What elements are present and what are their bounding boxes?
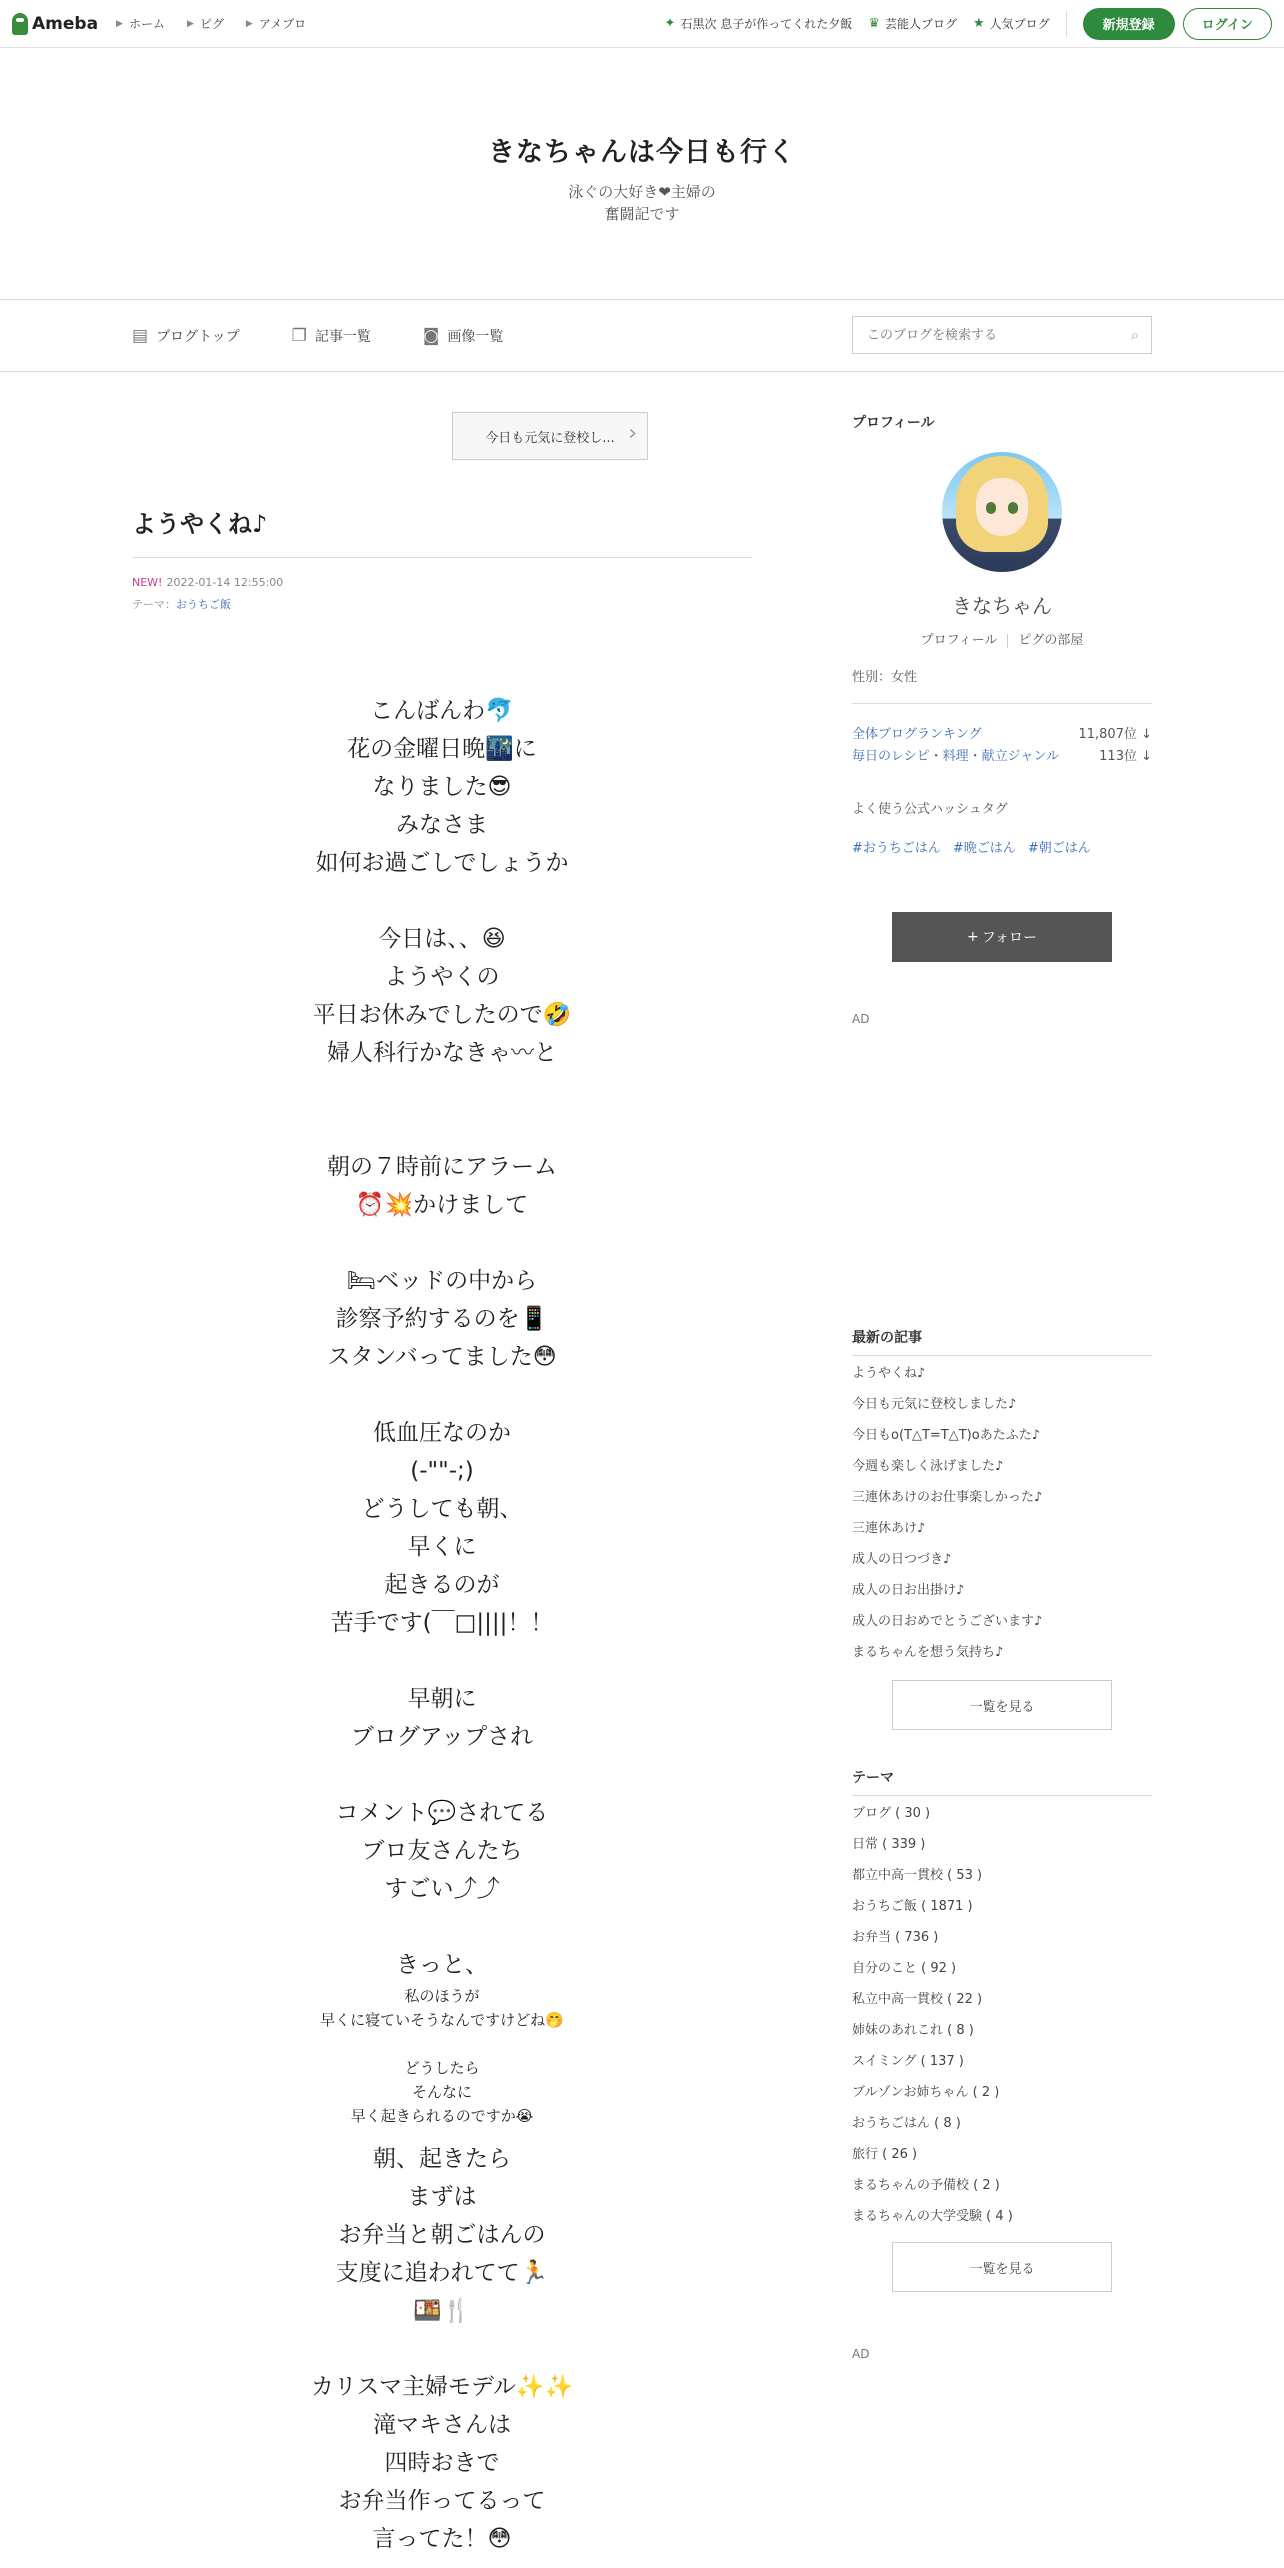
follow-label: フォロー	[981, 930, 1038, 946]
avatar-eye	[1008, 502, 1018, 514]
entry-text-line: 診察予約するのを📱	[335, 1306, 549, 1332]
entry-text-line: 四時おきで	[384, 2450, 500, 2476]
latest-entry-link[interactable]: 三連休あけのお仕事楽しかった♪	[852, 1490, 1043, 1505]
entry-text-line: (-""-;)	[410, 1458, 474, 1484]
new-badge: NEW!	[132, 576, 163, 589]
entry-list-link[interactable]	[292, 326, 371, 346]
spacer	[132, 1072, 752, 1110]
avatar[interactable]	[942, 452, 1062, 572]
latest-entry-link[interactable]: 成人の日つづき♪	[852, 1552, 952, 1567]
hashtag-heading: よく使う公式ハッシュタグ	[852, 802, 1008, 817]
spacer	[132, 1224, 752, 1262]
entry-text-line: 朝の７時前にアラーム	[327, 1154, 557, 1180]
spacer	[132, 1756, 752, 1794]
blog-search	[852, 316, 1152, 354]
divider	[852, 1355, 1152, 1356]
prev-entry-label: 今日も元気に登校し...	[485, 430, 615, 446]
ranking-row[interactable]	[852, 724, 1152, 746]
theme-heading: テーマ	[852, 1770, 894, 1786]
entry-text-line: 早く起きられるのですか😭	[350, 2107, 534, 2125]
latest-entry-link[interactable]: 成人の日おめでとうございます♪	[852, 1614, 1043, 1629]
entry-text-line: 起きるのが	[384, 1572, 500, 1598]
entry-body	[132, 692, 752, 2558]
blog-title[interactable]: きなちゃんは今日も行く	[488, 137, 796, 168]
hashtag-list	[852, 837, 1152, 856]
theme-link[interactable]: お弁当 ( 736 )	[852, 1930, 939, 1945]
entry-date: 2022-01-14 12:55:00	[166, 576, 284, 589]
theme-link[interactable]: おうちご飯 ( 1871 )	[852, 1899, 973, 1914]
theme-link[interactable]: 姉妹のあれこれ ( 8 )	[852, 2023, 974, 2038]
latest-entry-link[interactable]: 成人の日お出掛け♪	[852, 1583, 965, 1598]
document-icon: ▤	[132, 325, 149, 346]
theme-prefix: テーマ：	[132, 598, 176, 611]
entry-text-line: 早くに寝ていそうなんですけどね🤭	[320, 2011, 564, 2029]
chevron-right-icon: ▶	[245, 18, 253, 29]
ranking-label: 全体ブログランキング	[852, 727, 982, 742]
latest-list	[852, 1358, 1152, 1668]
spacer	[132, 1908, 752, 1946]
theme-link[interactable]: おうちごはん ( 8 )	[852, 2116, 961, 2131]
hashtag-link[interactable]: #朝ごはん	[1027, 841, 1091, 856]
entry-text-line: ⏰💥かけまして	[355, 1192, 529, 1218]
latest-entries-section	[852, 1327, 1152, 1730]
spacer	[132, 1376, 752, 1414]
profile-section	[852, 412, 1152, 856]
camera-icon: ◙	[422, 325, 440, 346]
latest-entry-link[interactable]: 今日も元気に登校しました♪	[852, 1397, 1017, 1412]
entry-text-line: 平日お休みでしたので🤣	[312, 1002, 572, 1028]
theme-link[interactable]: ブルゾンお姉ちゃん ( 2 )	[852, 2085, 1000, 2100]
entry-text-line: 滝マキさんは	[373, 2412, 511, 2438]
chevron-right-icon: ›	[628, 421, 637, 446]
entry-text-line: 私のほうが	[404, 1987, 480, 2005]
profile-link[interactable]: プロフィール	[920, 633, 998, 648]
image-list-label: 画像一覧	[447, 328, 504, 345]
theme-link[interactable]: 旅行 ( 26 )	[852, 2147, 918, 2162]
entry-text-line: お弁当と朝ごはんの	[338, 2222, 546, 2248]
logo-text: Ameba	[32, 13, 99, 34]
nav-ameblo[interactable]	[246, 15, 306, 32]
ad-label: AD	[852, 1012, 870, 1026]
chevron-right-icon: ▶	[186, 18, 194, 29]
entry-text-line: コメント💬されてる	[335, 1800, 549, 1826]
entry-text-line: きっと、	[396, 1952, 488, 1978]
avatar-eye	[986, 502, 996, 514]
blog-description-line: 泳ぐの大好き❤︎主婦の	[568, 183, 716, 201]
spacer	[132, 1110, 752, 1148]
trending-topic-link[interactable]	[665, 15, 853, 32]
header-right	[665, 8, 1272, 40]
hashtag-link[interactable]: #おうちごはん	[852, 841, 941, 856]
register-button[interactable]: 新規登録	[1083, 8, 1175, 40]
entry-meta	[132, 572, 283, 616]
theme-link[interactable]: 日常 ( 339 )	[852, 1837, 926, 1852]
latest-entry-link[interactable]: 今日もo(T△T=T△T)oあたふた♪	[852, 1428, 1040, 1443]
theme-link[interactable]: ブログ ( 30 )	[852, 1806, 931, 1821]
pigg-room-link[interactable]: ピグの部屋	[1018, 633, 1084, 648]
entry-text-line: どうしても朝、	[361, 1496, 523, 1522]
entry-text-line: どうしたら	[404, 2059, 480, 2077]
blog-description-line: 奮闘記です	[604, 205, 680, 223]
popular-blog-label: 人気ブログ	[989, 17, 1050, 31]
entry-text-line: なりました😎	[372, 774, 512, 800]
search-input[interactable]	[865, 327, 1131, 344]
divider	[1066, 11, 1067, 37]
entry-list-label: 記事一覧	[314, 328, 371, 345]
divider	[852, 1795, 1152, 1796]
entry-text-line: 🛏ベッドの中から	[346, 1268, 538, 1294]
ranking-list	[852, 724, 1152, 768]
entry-text-line: カリスマ主婦モデル✨✨	[310, 2374, 574, 2400]
chevron-right-icon: ▶	[116, 18, 123, 29]
crown-icon: ♛	[868, 16, 880, 31]
theme-link[interactable]: まるちゃんの大学受験 ( 4 )	[852, 2209, 1013, 2224]
entry-theme-link[interactable]: おうちご飯	[176, 598, 231, 611]
ad-label: AD	[852, 2347, 870, 2361]
ameba-logo-icon	[12, 13, 28, 35]
blog-nav	[0, 300, 1284, 372]
spacer	[132, 2032, 752, 2056]
theme-link[interactable]: スイミング ( 137 )	[852, 2054, 964, 2069]
latest-entry-link[interactable]: 三連休あけ♪	[852, 1521, 926, 1536]
entry-text-line: ブログアップされ	[350, 1724, 534, 1750]
entry-text-line: ブロ友さんたち	[361, 1838, 523, 1864]
nav-home-label: ホーム	[128, 17, 165, 31]
sparkle-icon: ✦	[664, 16, 676, 31]
ranking-row[interactable]	[852, 746, 1152, 768]
spacer	[132, 2330, 752, 2368]
login-button[interactable]: ログイン	[1183, 8, 1272, 40]
copy-icon: ❐	[291, 325, 307, 346]
profile-heading: プロフィール	[852, 415, 935, 431]
entry-text-line: 低血圧なのか	[373, 1420, 511, 1446]
latest-entry-link[interactable]: まるちゃんを想う気持ち♪	[852, 1645, 1004, 1660]
entry-text-line: みなさま	[396, 812, 488, 838]
prev-entry-button[interactable]	[452, 412, 648, 460]
global-header	[0, 0, 1284, 48]
entry-text-line: 支度に追われてて🏃	[335, 2260, 549, 2286]
theme-link[interactable]: 自分のこと ( 92 )	[852, 1961, 957, 1976]
entry-title: ようやくね♪	[132, 504, 752, 558]
entry-text-line: こんばんわ🐬	[370, 698, 514, 724]
divider	[852, 703, 1152, 704]
blog-top-link[interactable]	[132, 326, 240, 346]
theme-more-button[interactable]: 一覧を見る	[892, 2242, 1112, 2292]
entry-text-line: 苦手です(￣□||||！！	[330, 1610, 554, 1636]
follow-button[interactable]	[892, 912, 1112, 962]
nav-home[interactable]	[116, 15, 165, 32]
profile-name: きなちゃん	[952, 594, 1052, 618]
entry-text-line: お弁当作ってるって	[338, 2488, 546, 2514]
spacer	[132, 2128, 752, 2140]
entry-text-line: 朝、起きたら	[373, 2146, 511, 2172]
ranking-value: 113位 ↓	[1099, 749, 1152, 764]
entry-text-line: 🍱🍴	[413, 2298, 471, 2324]
nav-pigg-label: ピグ	[199, 17, 224, 31]
entry-text-line: 花の金曜日晩🌃に	[347, 736, 537, 762]
theme-section	[852, 1767, 1152, 2292]
latest-entry-link[interactable]: ようやくね♪	[852, 1366, 926, 1381]
celebrity-blog-link[interactable]	[868, 15, 957, 32]
spacer	[132, 1642, 752, 1680]
theme-link[interactable]: まるちゃんの予備校 ( 2 )	[852, 2178, 1000, 2193]
entry-text-line: 早朝に	[407, 1686, 477, 1712]
entry-text-line: すごい⤴⤴	[384, 1876, 500, 1902]
latest-entry-link[interactable]: 今週も楽しく泳げました♪	[852, 1459, 1004, 1474]
image-list-link[interactable]	[423, 326, 504, 346]
entry-text-line: 早くに	[407, 1534, 477, 1560]
star-icon: ★	[972, 16, 985, 31]
entry-text-line: そんなに	[411, 2083, 472, 2101]
spacer	[132, 882, 752, 920]
entry-text-line: 如何お過ごしでしょうか	[315, 850, 569, 876]
latest-more-button[interactable]: 一覧を見る	[892, 1680, 1112, 1730]
entry-text-line: スタンバってました😳	[327, 1344, 557, 1370]
theme-list	[852, 1798, 1152, 2232]
theme-link[interactable]: 私立中高一貫校 ( 22 )	[852, 1992, 983, 2007]
profile-gender: 性別：女性	[852, 670, 918, 685]
entry-text-line: ようやくの	[384, 964, 500, 990]
avatar-face	[976, 478, 1028, 536]
profile-links	[852, 629, 1152, 648]
blog-description	[0, 181, 1284, 225]
blog-top-label: ブログトップ	[156, 328, 240, 345]
ameba-logo[interactable]	[12, 13, 98, 35]
ranking-value: 11,807位 ↓	[1078, 727, 1152, 742]
plus-icon: +	[966, 929, 979, 945]
trending-topic-label: 石黒次 息子が作ってくれた夕飯	[680, 17, 853, 31]
hashtag-link[interactable]: #晩ごはん	[952, 841, 1016, 856]
entry-text-line: まずは	[407, 2184, 477, 2210]
nav-ameblo-label: アメブロ	[258, 17, 307, 31]
popular-blog-link[interactable]	[973, 15, 1050, 32]
entry-text-line: 婦人科行かなきゃ〰と	[327, 1040, 557, 1066]
blog-header	[0, 48, 1284, 300]
theme-link[interactable]: 都立中高一貫校 ( 53 )	[852, 1868, 983, 1883]
latest-heading: 最新の記事	[852, 1330, 922, 1346]
entry-text-line: 今日は、、😆	[378, 926, 506, 952]
nav-pigg[interactable]	[187, 15, 224, 32]
search-icon[interactable]: ⌕	[1130, 326, 1139, 344]
divider	[1007, 634, 1008, 648]
ranking-label: 毎日のレシピ・料理・献立ジャンル	[852, 749, 1060, 764]
entry-text-line: 言ってた！😳	[372, 2526, 512, 2552]
celebrity-blog-label: 芸能人ブログ	[884, 17, 957, 31]
